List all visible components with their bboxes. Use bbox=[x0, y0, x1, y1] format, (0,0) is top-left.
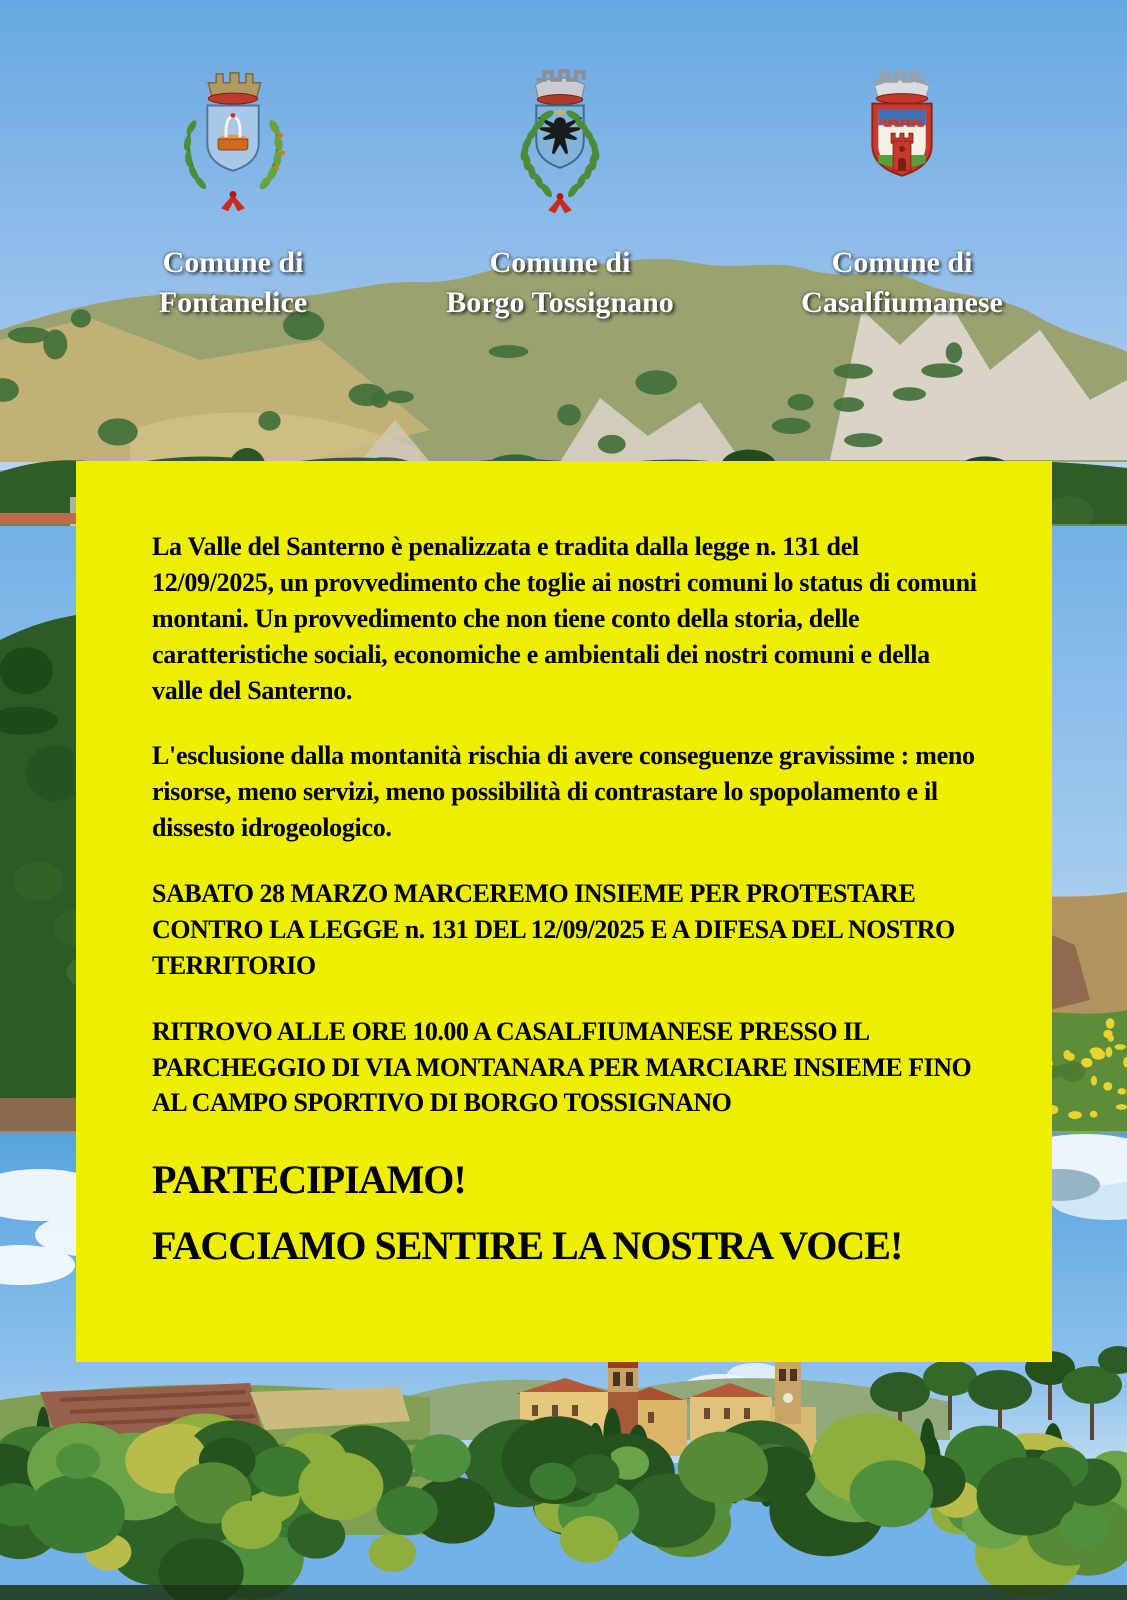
municipality-label bbox=[73, 243, 393, 323]
municipality-fontanelice bbox=[73, 66, 393, 323]
municipality-label-line1: Comune di bbox=[831, 246, 973, 279]
paragraph-meeting-point: RITROVO ALLE ORE 10.00 A CASALFIUMANESE PRESSO IL PARCHEGGIO DI VIA MONTANARA PER MARCIARE INSIEME FINO AL CAMPO SPORTIVO DI BORGO TOSSIGNANO bbox=[152, 1016, 972, 1118]
municipality-label-line2: Casalfiumanese bbox=[801, 285, 1003, 319]
municipality-label-line1: Comune di bbox=[162, 246, 304, 279]
municipality-label bbox=[400, 243, 720, 323]
casalfiumanese-coat-of-arms-icon bbox=[832, 66, 972, 234]
heading-partecipiamo: PARTECIPIAMO! bbox=[152, 1157, 466, 1203]
paragraph-law-penalizes-valley: La Valle del Santerno è penalizzata e tradita dalla legge n. 131 del 12/09/2025, un provvedimento che toglie ai nostri comuni lo status di comuni montani. Un provvedimento che non tiene conto della storia, delle caratteristiche sociali, economiche e ambientali dei nostri comuni e della valle del Santerno. bbox=[152, 532, 977, 705]
municipality-label-line2: Fontanelice bbox=[158, 285, 308, 319]
municipality-label bbox=[742, 243, 1062, 323]
announcement-panel bbox=[76, 461, 1052, 1362]
heading-facciamo-sentire: FACCIAMO SENTIRE LA NOSTRA VOCE! bbox=[152, 1223, 903, 1269]
municipality-borgo-tossignano bbox=[400, 66, 720, 323]
municipality-casalfiumanese bbox=[742, 66, 1062, 323]
borgo-tossignano-coat-of-arms-icon bbox=[490, 66, 630, 234]
church-tower bbox=[775, 1362, 801, 1424]
paragraph-consequences: L'esclusione dalla montanità rischia di avere conseguenze gravissime : meno risorse, meno servizi, meno possibilità di contrastare lo spopolamento e il dissesto idrogeologico. bbox=[152, 741, 975, 843]
paragraph-march-announcement: SABATO 28 MARZO MARCEREMO INSIEME PER PROTESTARE CONTRO LA LEGGE n. 131 DEL 12/09/2025 E A DIFESA DEL NOSTRO TERRITORIO bbox=[152, 879, 955, 980]
fontanelice-coat-of-arms-icon bbox=[163, 66, 303, 234]
municipality-label-line2: Borgo Tossignano bbox=[446, 285, 674, 319]
tower bbox=[891, 133, 913, 171]
municipality-label-line1: Comune di bbox=[489, 246, 631, 279]
